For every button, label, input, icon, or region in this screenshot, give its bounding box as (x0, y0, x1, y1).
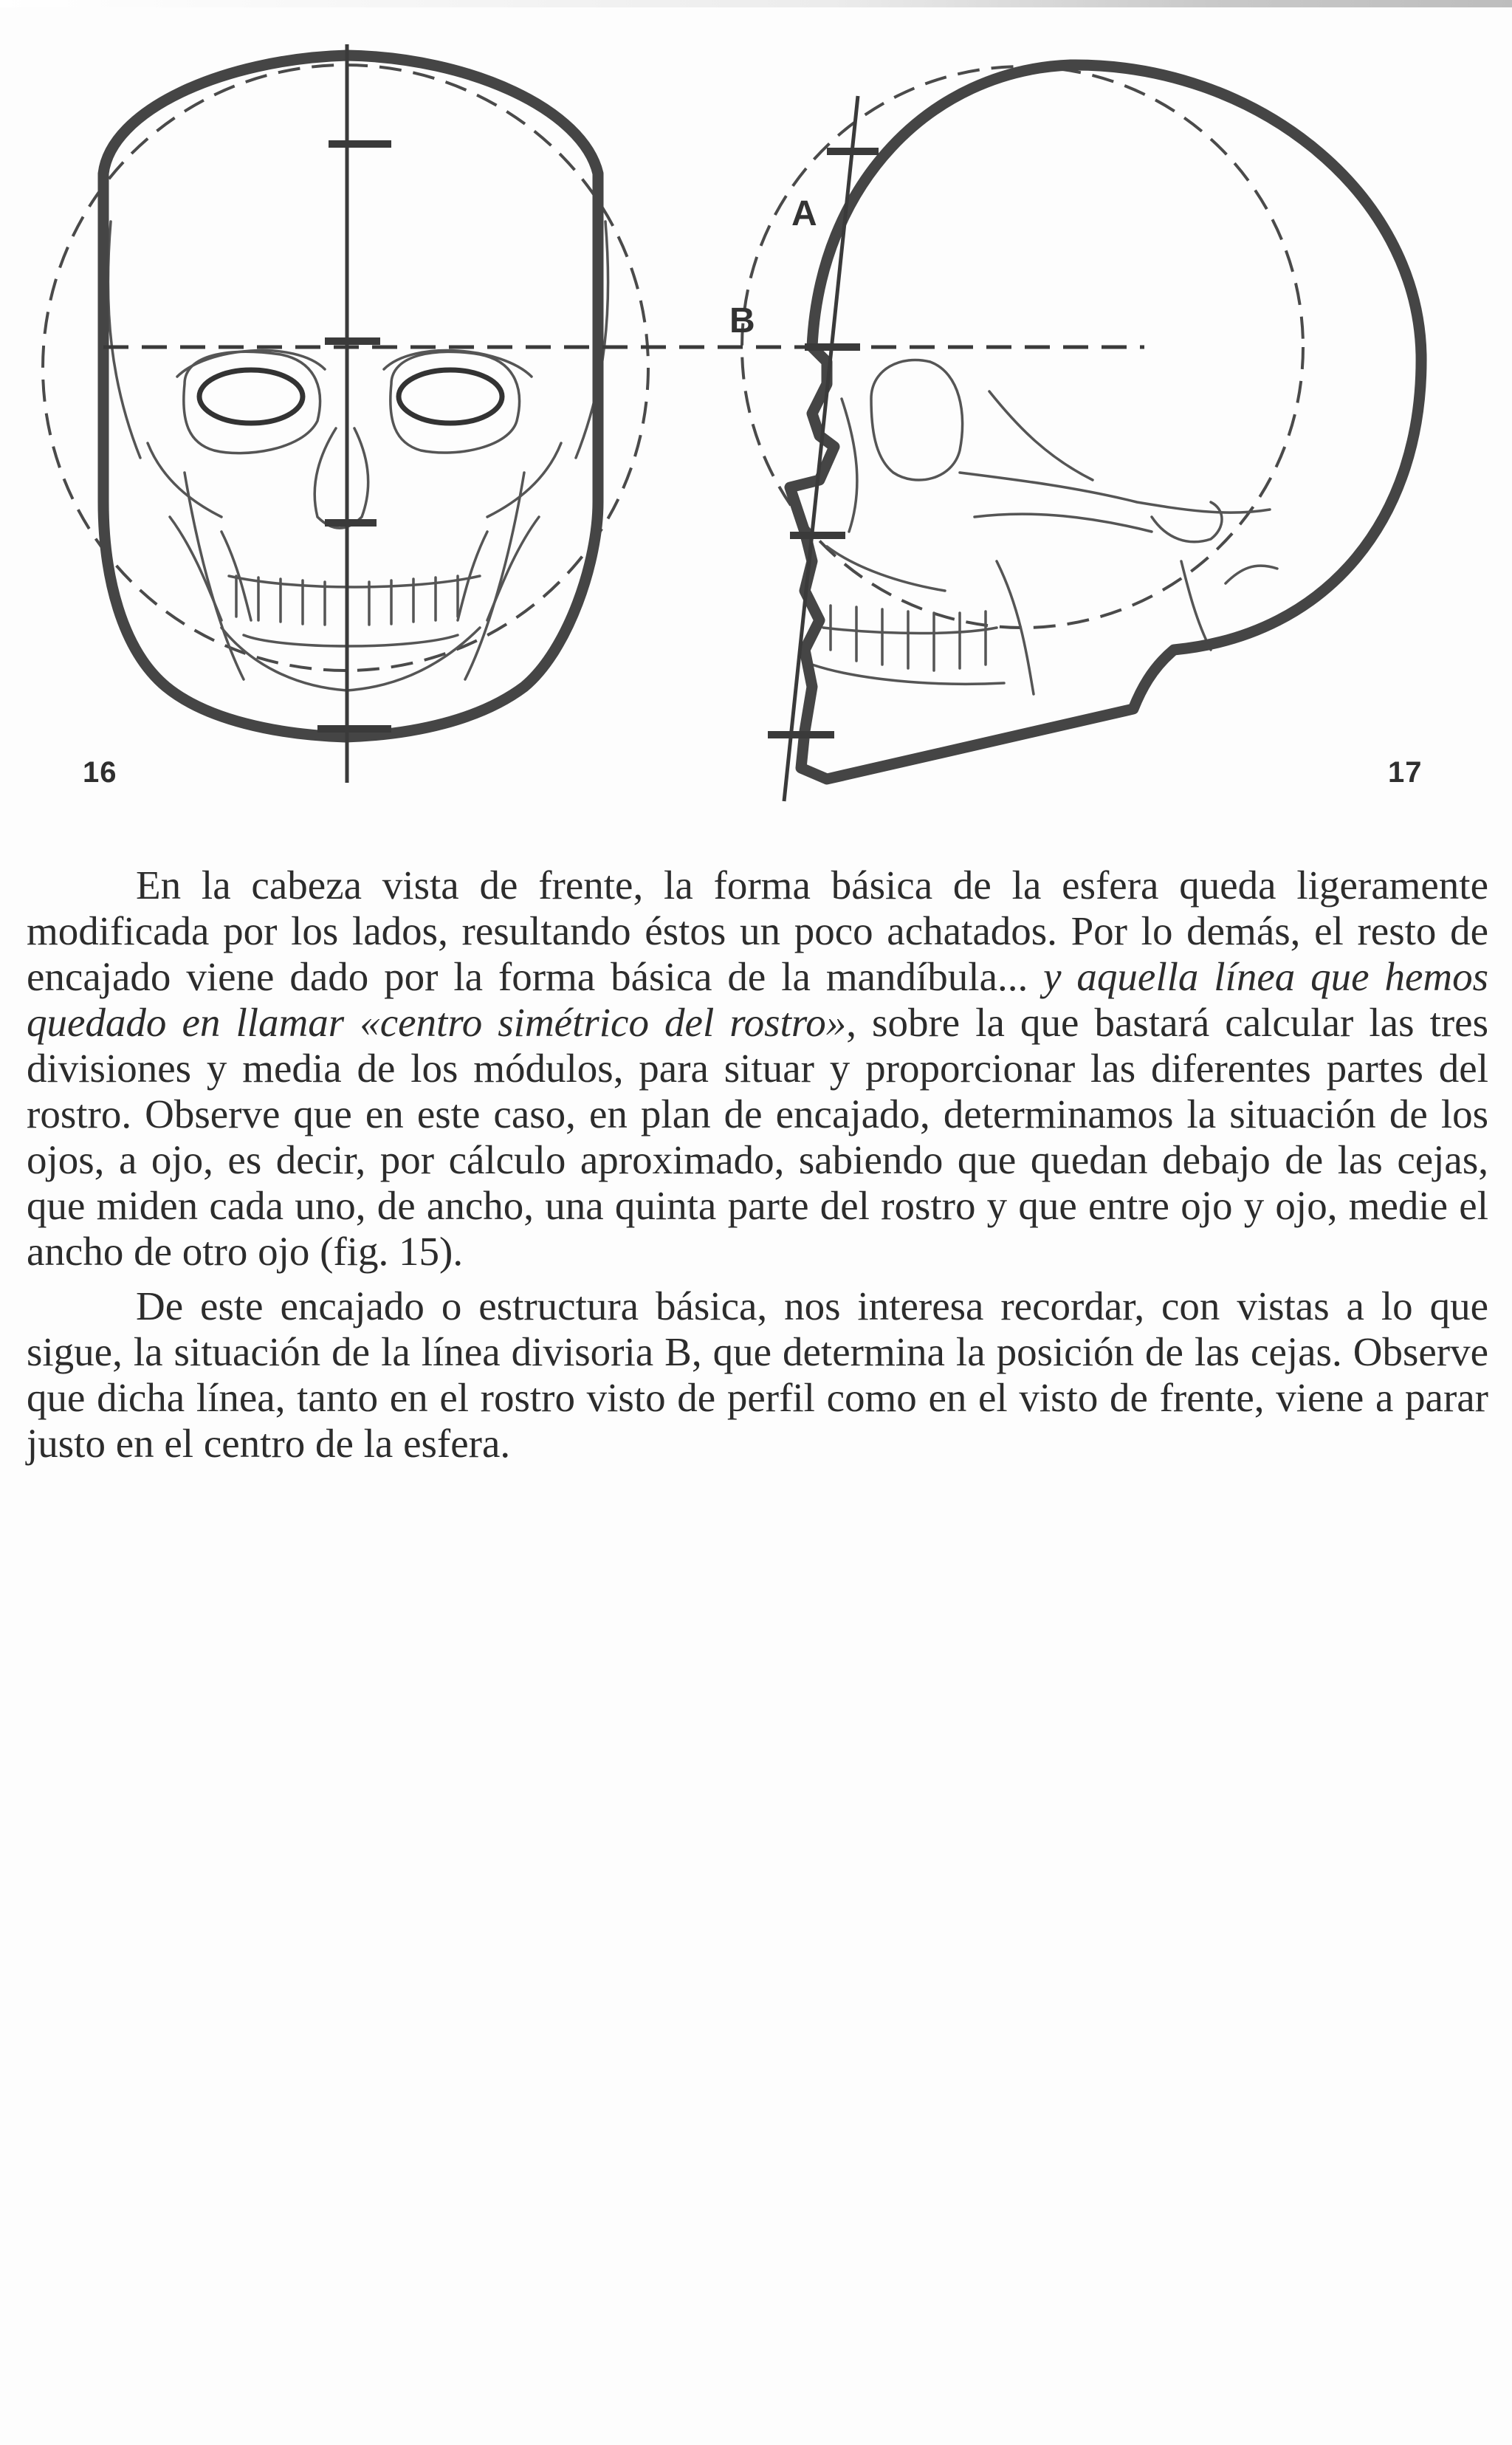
paragraph-1-part2: , sobre la que bastará calcular las tres divisiones y media de los módulos, para situar y proporcionar las diferentes partes del rostro. Observe que en este caso, en plan de encajado, determinamos la situación de los ojos, a ojo, es decir, por cálculo aproximado, sabiendo que quedan debajo de las cejas, que miden cada uno, de ancho, una quinta parte del rostro y que entre ojo y ojo, medie el ancho de otro ojo (fig. 15). (27, 1000, 1488, 1274)
front-skull-drawing (108, 222, 608, 690)
paragraph-1 (27, 863, 1488, 1275)
paragraph-1-italic: y aquella línea que hemos quedado en llamar «centro simétrico del rostro» (27, 954, 1488, 1045)
profile-basic-shape-outline (790, 65, 1421, 779)
paragraph-1-part1: En la cabeza vista de frente, la forma básica de la esfera queda ligeramente modificada por los lados, resultando éstos un poco achatados. Por lo demás, el resto de encajado viene dado por la forma básica de la mandíbula... (27, 863, 1488, 999)
front-skull-figure (43, 44, 648, 783)
figure-number-16: 16 (83, 756, 117, 789)
label-a: A (791, 194, 817, 233)
profile-skull-figure (729, 65, 1421, 801)
front-basic-shape-outline (103, 55, 598, 737)
body-text (27, 863, 1488, 1467)
paragraph-2: De este encajado o estructura básica, nos interesa recordar, con vistas a lo que sigue, la situación de la línea divisoria B, que determina la posición de las cejas. Observe que dicha línea, tanto en el rostro visto de perfil como en el visto de frente, viene a parar justo en el centro de la esfera. (27, 1283, 1488, 1466)
skull-illustrations (0, 0, 1512, 820)
figure-number-17: 17 (1388, 756, 1423, 789)
label-b: B (729, 301, 755, 340)
